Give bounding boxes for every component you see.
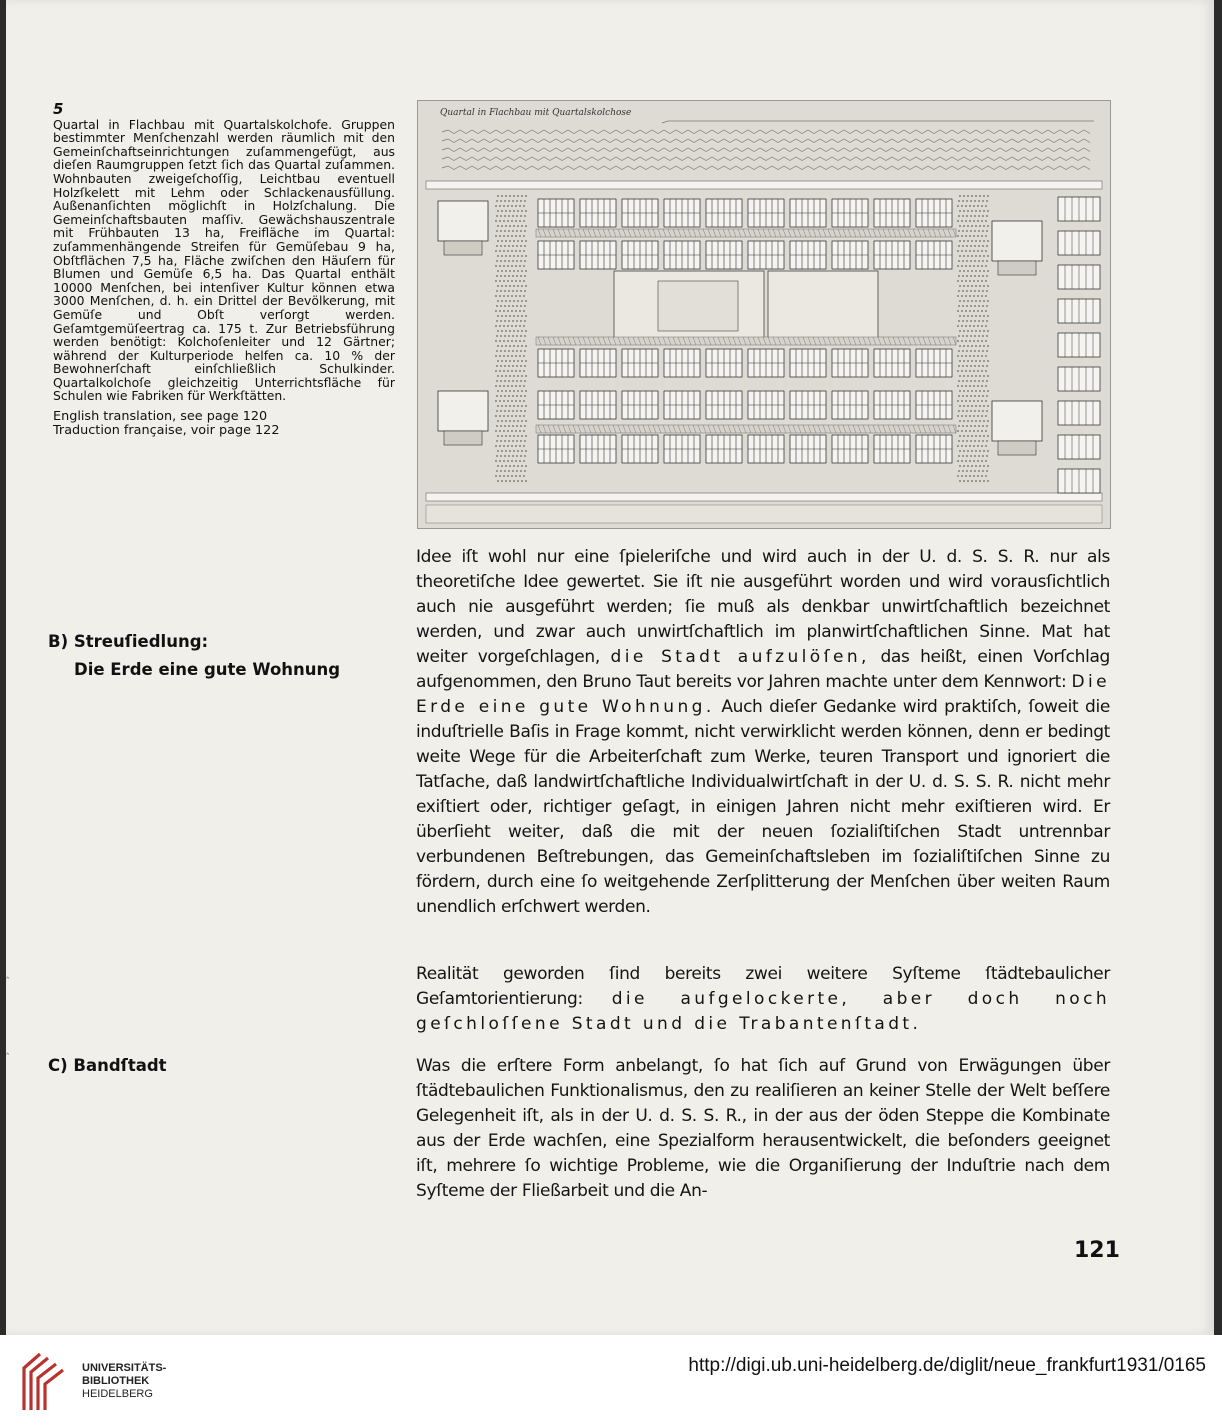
body-text-span: Realität geworden ſind bereits zwei weitere Syſteme ſtädtebaulicher Geſamtorientierung: bbox=[416, 964, 1110, 1009]
figure-number: 5 bbox=[53, 100, 64, 118]
body-text-span: Was die erſtere Form anbelangt, ſo hat ſich auf Grund von Erwägungen über ſtädtebaulichen Funktionalismus, den zu realiſieren an keiner Stelle der Welt beſſere Gelegenheit iſt, als in der U. d. S. S. R., in der aus der öden Steppe die Kombinate aus der Erde wachſen, eine Spezialform herausentwickelt, die beſonders geeignet iſt, mehrere ſo wichtige Probleme, wie die Organiſierung der Induſtrie nach dem Syſteme der Fließarbeit und die An- bbox=[416, 1056, 1110, 1201]
spaced-emphasis: die aufgelockerte, aber doch noch geſchloſſene Stadt und die Trabantenſtadt. bbox=[416, 989, 1110, 1034]
english-translation-link[interactable]: English translation, see page 120 bbox=[53, 409, 268, 425]
site-plan-drawing bbox=[418, 101, 1110, 528]
document-page bbox=[6, 0, 1214, 1335]
spaced-emphasis: die Stadt aufzulöſen, bbox=[610, 647, 870, 667]
source-url-link[interactable]: http://digi.ub.uni-heidelberg.de/diglit/neue_frankfurt1931/0165 bbox=[688, 1355, 1206, 1376]
margin-mark: ‸ bbox=[6, 968, 10, 979]
french-translation-link[interactable]: Traduction française, voir page 122 bbox=[53, 423, 280, 439]
spaced-emphasis: Die Erde eine gute Wohnung. bbox=[416, 672, 1110, 717]
section-b-subtitle: Die Erde eine gute Wohnung bbox=[74, 660, 341, 679]
plan-title: Quartal in Flachbau mit Quartalskolchose bbox=[440, 108, 632, 118]
body-paragraph-3 bbox=[416, 1054, 1110, 1204]
body-text-span: das heißt, einen Vorſchlag aufgenommen, den Bruno Taut bereits vor Jahren machte unter dem Kennwort: bbox=[416, 647, 1110, 692]
library-name[interactable] bbox=[82, 1362, 166, 1401]
body-paragraph-1 bbox=[416, 545, 1110, 920]
library-name-line: BIBLIOTHEK bbox=[82, 1375, 150, 1387]
body-text-span: Idee iſt wohl nur eine ſpieleriſche und wird auch in der U. d. S. S. R. nur als theoretiſche Idee gewertet. Sie iſt nie ausgeführt worden und wird vorausſichtlich auch nie ausgeführt werden; ſie muß als denkbar unwirtſchaftlich bezeichnet werden, und zwar auch unwirtſchaftlich im planwirtſchaftlichen Sinne. Mat hat weiter vorgeſchlagen, bbox=[416, 547, 1110, 667]
page-number: 121 bbox=[1074, 1238, 1120, 1263]
margin-mark: ‸ bbox=[6, 1044, 10, 1055]
section-b-heading bbox=[48, 632, 340, 680]
body-text-span: Auch dieſer Gedanke wird praktiſch, ſoweit die induſtrielle Baſis in Frage kommt, nicht verwirklicht werden können, denn er bedingt weite Wege für die Arbeiterſchaft zum Werke, teuren Transport und ignoriert die Tatſache, daß landwirtſchaftliche Individualwirtſchaft in der U. d. S. S. R. nicht mehr exiſtiert oder, richtiger geſagt, in einigen Jahren nicht mehr exiſtieren wird. Er überſieht weiter, daß die mit der neuen ſozialiſtiſchen Stadt untrennbar verbundenen Beſtrebungen, das Gemeinſchaftsleben im ſozialiſtiſchen Sinne zu fördern, durch eine ſo weitgehende Zerſplitterung der Menſchen über weiten Raum unendlich erſchwert werden. bbox=[416, 697, 1110, 917]
section-c-heading: C) Bandſtadt bbox=[48, 1056, 167, 1075]
caption-references bbox=[53, 410, 395, 438]
library-name-line: HEIDELBERG bbox=[82, 1388, 153, 1400]
section-b-label: B) Streuſiedlung: bbox=[48, 632, 209, 651]
body-paragraph-2 bbox=[416, 962, 1110, 1037]
caption-text: Quartal in Flachbau mit Quartalskolchofe. Gruppen bestimmter Menſchenzahl werden räumlich mit den Gemeinſchaftseinrichtungen zuſammengefügt, aus dieſen Raumgruppen ſetzt ſich das Quartal zuſammen. Wohnbauten zweigeſchoſſig, Leichtbau eventuell Holzſkelett mit Lehm oder Schlackenausfüllung. Außenanſichten möglichſt in Holzſchalung. Die Gemeinſchaftsbauten maſſiv. Gewächshauszentrale mit Frühbauten 13 ha, Freifläche im Quartal: zuſammenhängende Streifen für Gemüſebau 9 ha, Obſtflächen 7,5 ha, Fläche zwiſchen den Häuſern für Blumen und Gemüſe 6,5 ha. Das Quartal enthält 10000 Menſchen, bei intenſiver Kultur können etwa 3000 Menſchen, d. h. ein Drittel der Bevölkerung, mit Gemüſe und Obſt verſorgt werden. Geſamtgemüſeertrag ca. 175 t. Zur Betriebsführung werden benötigt: Kolchoſenleiter und 12 Gärtner; während der Kulturperiode helfen ca. 10 % der Bewohnerſchaft einſchließlich Schulkinder. Quartalkolchoſe gleichzeitig Unterrichtsfläche für Schulen wie Fabriken für Werkſtätten. bbox=[53, 116, 395, 404]
site-plan-image bbox=[417, 100, 1111, 529]
library-logo-icon[interactable] bbox=[18, 1350, 68, 1412]
library-name-line: UNIVERSITÄTS- bbox=[82, 1362, 167, 1374]
library-footer bbox=[0, 1335, 1222, 1427]
figure-caption bbox=[53, 100, 395, 439]
